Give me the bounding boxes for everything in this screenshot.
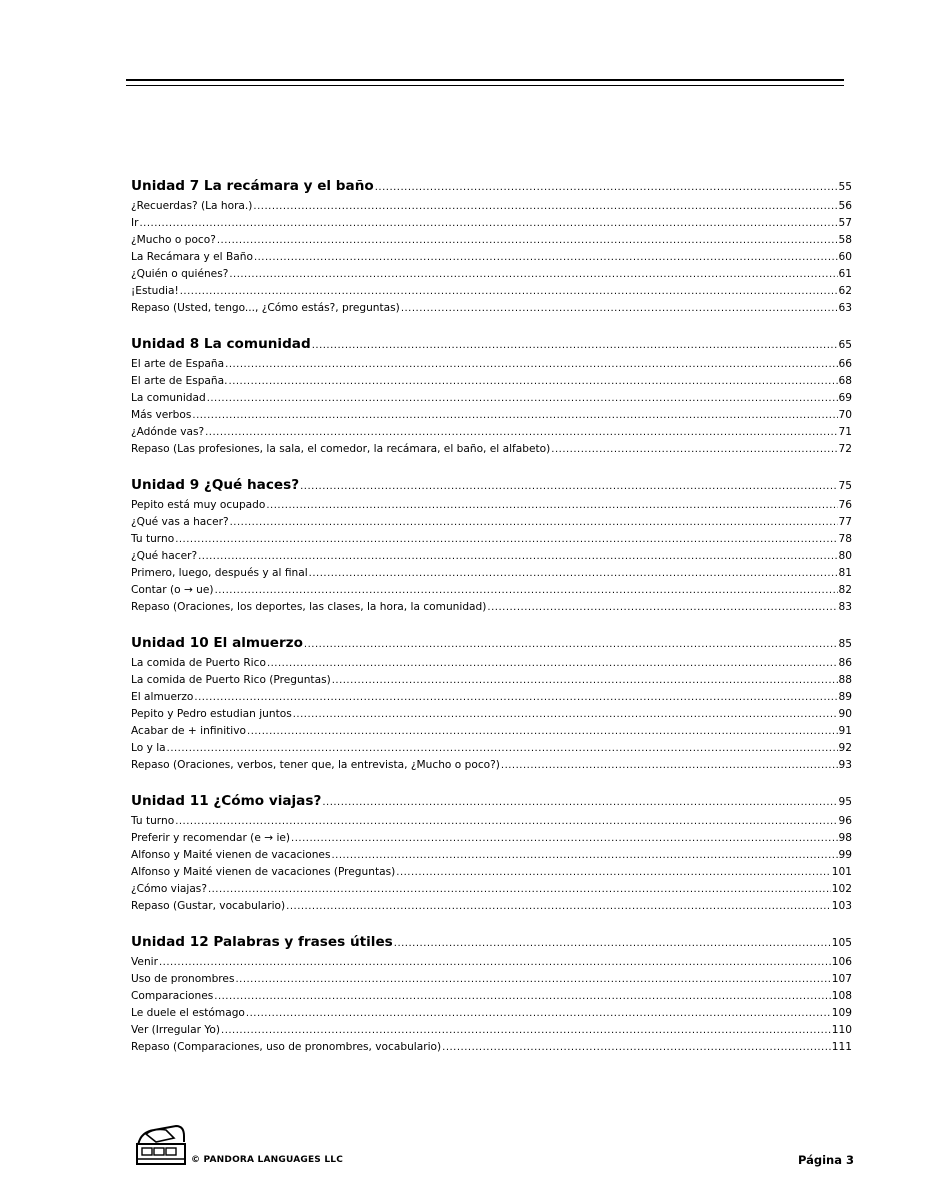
toc-entry[interactable] xyxy=(131,674,852,691)
toc-entry[interactable] xyxy=(131,251,852,268)
entry-label: El almuerzo xyxy=(131,691,194,703)
entry-page: 102 xyxy=(831,883,852,895)
dot-leader xyxy=(214,991,831,1002)
dot-leader xyxy=(396,867,831,878)
unit-page: 95 xyxy=(838,796,852,808)
entry-label: Repaso (Oraciones, los deportes, las clases, la hora, la comunidad) xyxy=(131,601,487,613)
entry-label: Alfonso y Maité vienen de vacaciones xyxy=(131,849,331,861)
dot-leader xyxy=(309,568,838,579)
entry-label: Más verbos xyxy=(131,409,192,421)
dot-leader xyxy=(293,709,838,720)
dot-leader xyxy=(253,201,837,212)
entry-label: La Recámara y el Baño xyxy=(131,251,253,263)
toc-unit xyxy=(131,178,852,319)
dot-leader xyxy=(394,938,831,949)
dot-leader xyxy=(215,585,838,596)
dot-leader xyxy=(401,303,838,314)
dot-leader xyxy=(230,517,838,528)
entry-page: 57 xyxy=(838,217,852,229)
toc-entry[interactable] xyxy=(131,584,852,601)
dot-leader xyxy=(254,252,838,263)
entry-label: ¡Estudia! xyxy=(131,285,179,297)
toc-entry[interactable] xyxy=(131,956,852,973)
unit-title: Unidad 10 El almuerzo xyxy=(131,635,303,651)
entry-label: Venir xyxy=(131,956,158,968)
toc-entry[interactable] xyxy=(131,900,852,917)
copyright-text: © PANDORA LANGUAGES LLC xyxy=(191,1155,343,1165)
unit-title: Unidad 12 Palabras y frases útiles xyxy=(131,934,393,950)
toc-entry[interactable] xyxy=(131,533,852,550)
toc-entry[interactable] xyxy=(131,849,852,866)
dot-leader xyxy=(198,551,837,562)
entry-page: 66 xyxy=(838,358,852,370)
entry-page: 82 xyxy=(838,584,852,596)
toc-unit xyxy=(131,336,852,460)
entry-page: 71 xyxy=(838,426,852,438)
dot-leader xyxy=(208,884,831,895)
entry-page: 107 xyxy=(831,973,852,985)
toc-entry[interactable] xyxy=(131,550,852,567)
entry-page: 103 xyxy=(831,900,852,912)
dot-leader xyxy=(312,340,838,351)
dot-leader xyxy=(291,833,837,844)
entry-page: 106 xyxy=(831,956,852,968)
entry-label: ¿Qué hacer? xyxy=(131,550,198,562)
dot-leader xyxy=(266,500,837,511)
toc-entry[interactable] xyxy=(131,990,852,1007)
entry-page: 98 xyxy=(838,832,852,844)
dot-leader xyxy=(331,850,837,861)
toc-entry[interactable] xyxy=(131,302,852,319)
entry-page: 96 xyxy=(838,815,852,827)
entry-page: 83 xyxy=(838,601,852,613)
dot-leader xyxy=(205,427,837,438)
toc-entry[interactable] xyxy=(131,973,852,990)
entry-page: 88 xyxy=(838,674,852,686)
entry-label: Repaso (Usted, tengo..., ¿Cómo estás?, preguntas) xyxy=(131,302,400,314)
toc-entry[interactable] xyxy=(131,657,852,674)
unit-title: Unidad 9 ¿Qué haces? xyxy=(131,477,300,493)
unit-heading[interactable] xyxy=(131,934,852,956)
entry-label: Primero, luego, después y al final xyxy=(131,567,308,579)
toc-entry[interactable] xyxy=(131,200,852,217)
dot-leader xyxy=(267,658,838,669)
entry-page: 60 xyxy=(838,251,852,263)
toc-entry[interactable] xyxy=(131,866,852,883)
dot-leader xyxy=(235,974,830,985)
dot-leader xyxy=(167,743,838,754)
toc-entry[interactable] xyxy=(131,567,852,584)
unit-heading[interactable] xyxy=(131,635,852,657)
entry-label: Contar (o → ue) xyxy=(131,584,214,596)
dot-leader xyxy=(501,760,838,771)
dot-leader xyxy=(246,1008,831,1019)
toc-entry[interactable] xyxy=(131,708,852,725)
entry-page: 78 xyxy=(838,533,852,545)
toc-entry[interactable] xyxy=(131,815,852,832)
entry-page: 62 xyxy=(838,285,852,297)
toc-entry[interactable] xyxy=(131,832,852,849)
treasure-chest-icon xyxy=(134,1124,188,1166)
dot-leader xyxy=(229,269,837,280)
entry-page: 93 xyxy=(838,759,852,771)
dot-leader xyxy=(332,675,838,686)
entry-label: Acabar de + infinitivo xyxy=(131,725,247,737)
entry-label: Lo y la xyxy=(131,742,166,754)
unit-heading[interactable] xyxy=(131,336,852,358)
toc-entry[interactable] xyxy=(131,1024,852,1041)
dot-leader xyxy=(322,797,837,808)
toc-entry[interactable] xyxy=(131,234,852,251)
toc-entry[interactable] xyxy=(131,409,852,426)
entry-page: 108 xyxy=(831,990,852,1002)
toc-entry[interactable] xyxy=(131,883,852,900)
dot-leader xyxy=(247,726,838,737)
entry-page: 101 xyxy=(831,866,852,878)
entry-label: Tu turno xyxy=(131,533,175,545)
toc-entry[interactable] xyxy=(131,443,852,460)
toc-unit xyxy=(131,934,852,1058)
entry-page: 99 xyxy=(838,849,852,861)
unit-page: 75 xyxy=(838,480,852,492)
unit-page: 65 xyxy=(838,339,852,351)
entry-page: 61 xyxy=(838,268,852,280)
unit-page: 105 xyxy=(831,937,852,949)
entry-label: ¿Mucho o poco? xyxy=(131,234,216,246)
toc-entry[interactable] xyxy=(131,725,852,742)
dot-leader xyxy=(221,1025,831,1036)
entry-page: 63 xyxy=(838,302,852,314)
entry-page: 86 xyxy=(838,657,852,669)
dot-leader xyxy=(159,957,831,968)
dot-leader xyxy=(286,901,831,912)
toc-entry[interactable] xyxy=(131,759,852,776)
unit-title: Unidad 11 ¿Cómo viajas? xyxy=(131,793,322,809)
toc-entry[interactable] xyxy=(131,268,852,285)
toc-entry[interactable] xyxy=(131,285,852,302)
header-rule-thick xyxy=(126,79,844,81)
toc-entry[interactable] xyxy=(131,516,852,533)
entry-label: Le duele el estómago xyxy=(131,1007,245,1019)
entry-label: Ir xyxy=(131,217,139,229)
entry-label: La comida de Puerto Rico (Preguntas) xyxy=(131,674,331,686)
entry-label: ¿Adónde vas? xyxy=(131,426,205,438)
toc-entry[interactable] xyxy=(131,691,852,708)
entry-page: 58 xyxy=(838,234,852,246)
entry-label: ¿Qué vas a hacer? xyxy=(131,516,229,528)
unit-heading[interactable] xyxy=(131,793,852,815)
dot-leader xyxy=(551,444,837,455)
dot-leader xyxy=(375,182,838,193)
entry-page: 92 xyxy=(838,742,852,754)
entry-page: 76 xyxy=(838,499,852,511)
entry-label: Alfonso y Maité vienen de vacaciones (Preguntas) xyxy=(131,866,396,878)
entry-page: 81 xyxy=(838,567,852,579)
dot-leader xyxy=(175,534,837,545)
entry-page: 56 xyxy=(838,200,852,212)
entry-label: ¿Quién o quiénes? xyxy=(131,268,229,280)
entry-label: La comida de Puerto Rico xyxy=(131,657,266,669)
dot-leader xyxy=(304,639,838,650)
entry-label: Repaso (Gustar, vocabulario) xyxy=(131,900,286,912)
toc-entry[interactable] xyxy=(131,499,852,516)
page-number: Página 3 xyxy=(797,1153,854,1167)
toc-unit xyxy=(131,793,852,917)
entry-label: Uso de pronombres xyxy=(131,973,235,985)
dot-leader xyxy=(217,235,838,246)
entry-page: 68 xyxy=(838,375,852,387)
entry-label: Tu turno xyxy=(131,815,175,827)
dot-leader xyxy=(180,286,838,297)
entry-page: 111 xyxy=(831,1041,852,1053)
toc-entry[interactable] xyxy=(131,1007,852,1024)
dot-leader xyxy=(225,359,837,370)
entry-label: El arte de España xyxy=(131,358,225,370)
toc-unit xyxy=(131,635,852,776)
entry-label: Ver (Irregular Yo) xyxy=(131,1024,221,1036)
entry-page: 69 xyxy=(838,392,852,404)
entry-label: La comunidad xyxy=(131,392,206,404)
entry-label: Pepito está muy ocupado xyxy=(131,499,266,511)
dot-leader xyxy=(300,481,837,492)
entry-page: 77 xyxy=(838,516,852,528)
entry-label: ¿Recuerdas? (La hora.) xyxy=(131,200,253,212)
unit-page: 55 xyxy=(838,181,852,193)
unit-title: Unidad 8 La comunidad xyxy=(131,336,311,352)
entry-page: 70 xyxy=(838,409,852,421)
dot-leader xyxy=(487,602,837,613)
dot-leader xyxy=(442,1042,831,1053)
dot-leader xyxy=(175,816,837,827)
entry-page: 110 xyxy=(831,1024,852,1036)
toc-entry[interactable] xyxy=(131,375,852,392)
entry-label: Comparaciones xyxy=(131,990,214,1002)
toc-entry[interactable] xyxy=(131,742,852,759)
toc-entry[interactable] xyxy=(131,426,852,443)
entry-page: 109 xyxy=(831,1007,852,1019)
dot-leader xyxy=(192,410,837,421)
entry-label: Preferir y recomendar (e → ie) xyxy=(131,832,291,844)
header-rule-thin xyxy=(126,85,844,86)
entry-label: ¿Cómo viajas? xyxy=(131,883,207,895)
entry-label: El arte de España. xyxy=(131,375,228,387)
table-of-contents xyxy=(131,178,852,1075)
entry-label: Pepito y Pedro estudian juntos xyxy=(131,708,292,720)
unit-heading[interactable] xyxy=(131,477,852,499)
dot-leader xyxy=(207,393,838,404)
toc-entry[interactable] xyxy=(131,1041,852,1058)
dot-leader xyxy=(194,692,837,703)
unit-heading[interactable] xyxy=(131,178,852,200)
toc-entry[interactable] xyxy=(131,392,852,409)
entry-label: Repaso (Comparaciones, uso de pronombres, vocabulario) xyxy=(131,1041,442,1053)
entry-page: 90 xyxy=(838,708,852,720)
entry-label: Repaso (Las profesiones, la sala, el comedor, la recámara, el baño, el alfabeto) xyxy=(131,443,551,455)
toc-entry[interactable] xyxy=(131,217,852,234)
toc-entry[interactable] xyxy=(131,601,852,618)
entry-page: 91 xyxy=(838,725,852,737)
dot-leader xyxy=(229,376,838,387)
toc-unit xyxy=(131,477,852,618)
entry-page: 80 xyxy=(838,550,852,562)
dot-leader xyxy=(139,218,837,229)
unit-title: Unidad 7 La recámara y el baño xyxy=(131,178,374,194)
entry-page: 72 xyxy=(838,443,852,455)
toc-entry[interactable] xyxy=(131,358,852,375)
unit-page: 85 xyxy=(838,638,852,650)
entry-label: Repaso (Oraciones, verbos, tener que, la entrevista, ¿Mucho o poco?) xyxy=(131,759,500,771)
entry-page: 89 xyxy=(838,691,852,703)
